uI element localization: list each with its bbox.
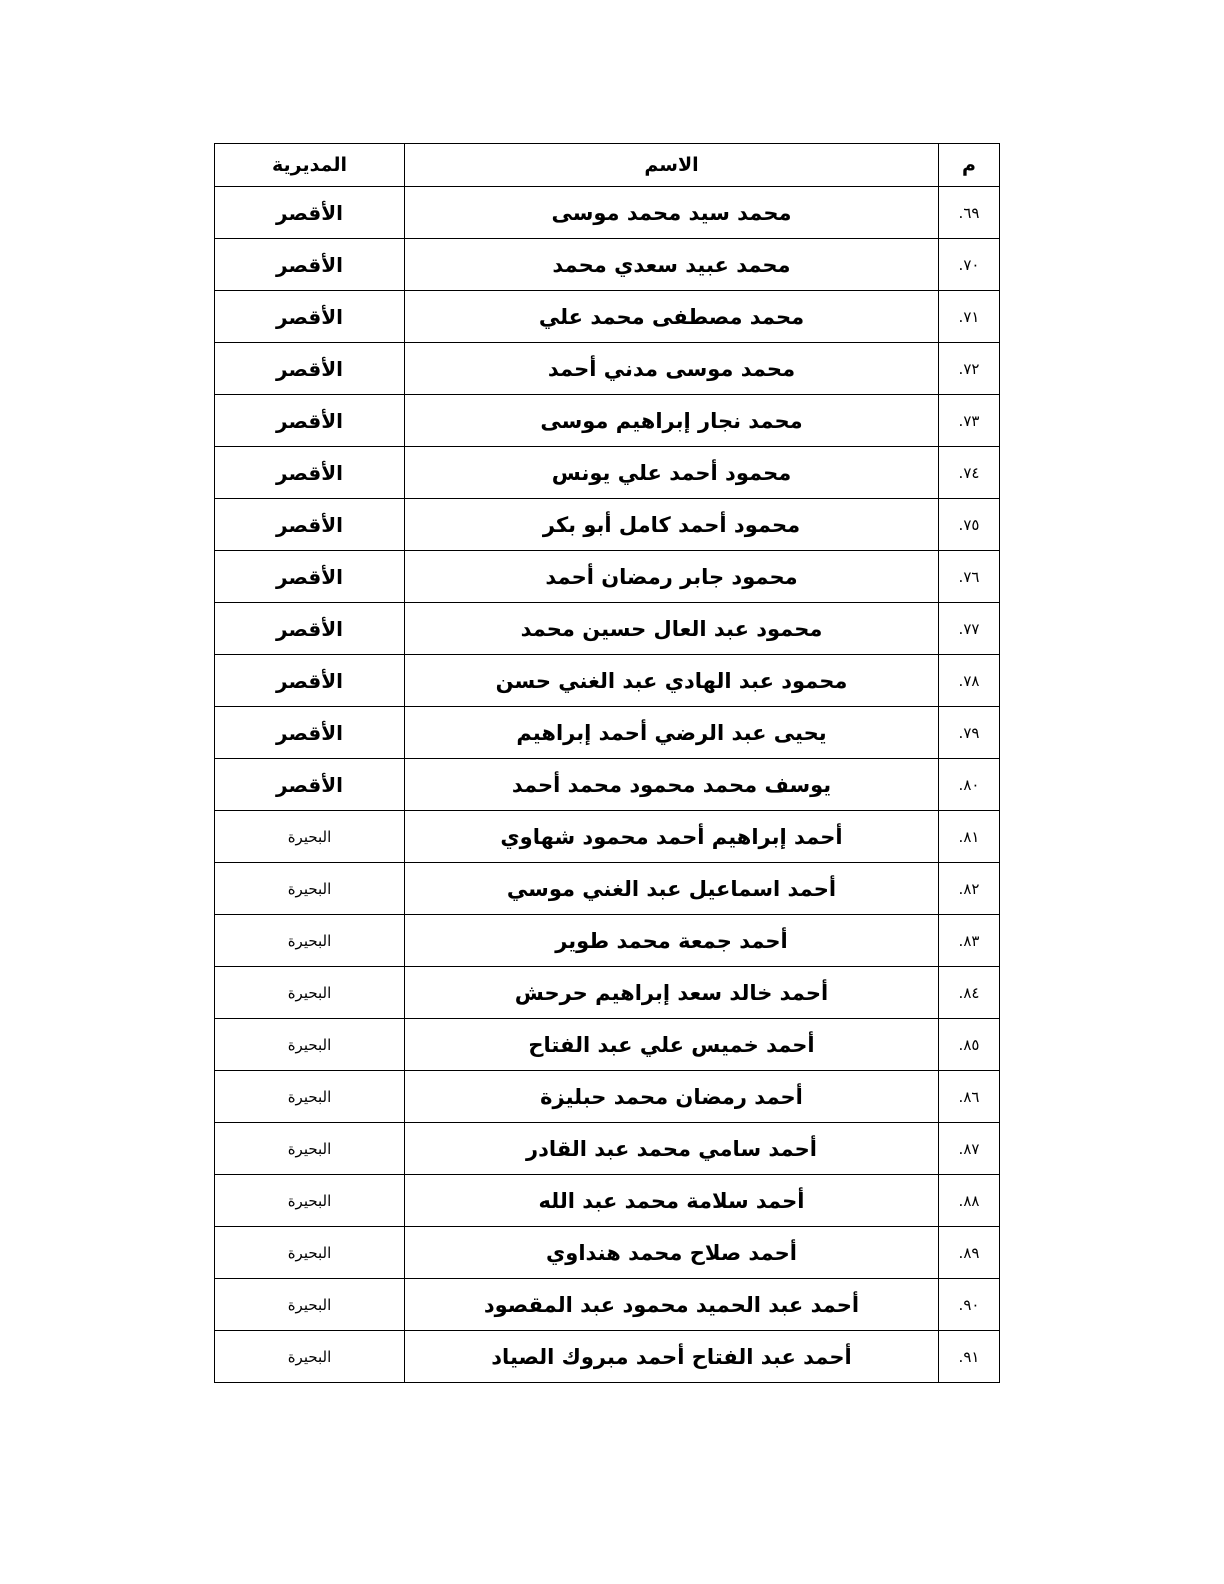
name-cell: محمود أحمد كامل أبو بكر <box>405 499 939 551</box>
table-row <box>215 915 1000 967</box>
row-number-cell: .٨٣ <box>939 915 1000 967</box>
row-number-cell: .٧٧ <box>939 603 1000 655</box>
row-number-cell: .٧٥ <box>939 499 1000 551</box>
table-row <box>215 291 1000 343</box>
name-cell: محمد نجار إبراهيم موسى <box>405 395 939 447</box>
directorate-cell: الأقصر <box>215 499 405 551</box>
table-row <box>215 447 1000 499</box>
name-cell: أحمد رمضان محمد حبليزة <box>405 1071 939 1123</box>
row-number-cell: .٨٦ <box>939 1071 1000 1123</box>
directorate-cell: الأقصر <box>215 395 405 447</box>
directorate-cell: الأقصر <box>215 343 405 395</box>
table-body <box>215 187 1000 1383</box>
table-row <box>215 1227 1000 1279</box>
directorate-cell: البحيرة <box>215 1227 405 1279</box>
directorate-cell: الأقصر <box>215 603 405 655</box>
row-number-cell: .٨٩ <box>939 1227 1000 1279</box>
directorate-cell: الأقصر <box>215 239 405 291</box>
table-row <box>215 1019 1000 1071</box>
table-row <box>215 759 1000 811</box>
names-table <box>214 143 1000 1383</box>
directorate-cell: البحيرة <box>215 967 405 1019</box>
row-number-cell: .٧٠ <box>939 239 1000 291</box>
table-row <box>215 187 1000 239</box>
table-row <box>215 1123 1000 1175</box>
table-row <box>215 239 1000 291</box>
row-number-cell: .٧٩ <box>939 707 1000 759</box>
name-cell: أحمد إبراهيم أحمد محمود شهاوي <box>405 811 939 863</box>
directorate-cell: الأقصر <box>215 759 405 811</box>
directorate-cell: البحيرة <box>215 1071 405 1123</box>
name-cell: أحمد خالد سعد إبراهيم حرحش <box>405 967 939 1019</box>
row-number-cell: .٨٤ <box>939 967 1000 1019</box>
table-row <box>215 499 1000 551</box>
directorate-cell: البحيرة <box>215 1279 405 1331</box>
directorate-cell: الأقصر <box>215 187 405 239</box>
name-cell: أحمد سامي محمد عبد القادر <box>405 1123 939 1175</box>
row-number-cell: .٧٨ <box>939 655 1000 707</box>
header-name: الاسم <box>405 144 939 187</box>
name-cell: أحمد خميس علي عبد الفتاح <box>405 1019 939 1071</box>
name-cell: أحمد سلامة محمد عبد الله <box>405 1175 939 1227</box>
name-cell: أحمد اسماعيل عبد الغني موسي <box>405 863 939 915</box>
name-cell: محمود جابر رمضان أحمد <box>405 551 939 603</box>
name-cell: أحمد عبد الفتاح أحمد مبروك الصياد <box>405 1331 939 1383</box>
row-number-cell: .٧٢ <box>939 343 1000 395</box>
table-row <box>215 655 1000 707</box>
row-number-cell: .٦٩ <box>939 187 1000 239</box>
directorate-cell: الأقصر <box>215 655 405 707</box>
directorate-cell: الأقصر <box>215 447 405 499</box>
table-row <box>215 551 1000 603</box>
header-directorate: المديرية <box>215 144 405 187</box>
directorate-cell: البحيرة <box>215 915 405 967</box>
table-row <box>215 863 1000 915</box>
directorate-cell: الأقصر <box>215 291 405 343</box>
directorate-cell: الأقصر <box>215 707 405 759</box>
table-row <box>215 603 1000 655</box>
row-number-cell: .٧١ <box>939 291 1000 343</box>
name-cell: محمود عبد العال حسين محمد <box>405 603 939 655</box>
directorate-cell: البحيرة <box>215 1331 405 1383</box>
name-cell: أحمد صلاح محمد هنداوي <box>405 1227 939 1279</box>
directorate-cell: البحيرة <box>215 1123 405 1175</box>
name-cell: محمود أحمد علي يونس <box>405 447 939 499</box>
table-header-row <box>215 144 1000 187</box>
name-cell: أحمد جمعة محمد طوير <box>405 915 939 967</box>
table-row <box>215 1175 1000 1227</box>
row-number-cell: .٨٢ <box>939 863 1000 915</box>
row-number-cell: .٩١ <box>939 1331 1000 1383</box>
row-number-cell: .٩٠ <box>939 1279 1000 1331</box>
header-number: م <box>939 144 1000 187</box>
row-number-cell: .٧٣ <box>939 395 1000 447</box>
name-cell: محمد موسى مدني أحمد <box>405 343 939 395</box>
table-row <box>215 1279 1000 1331</box>
table-row <box>215 1331 1000 1383</box>
name-cell: يوسف محمد محمود محمد أحمد <box>405 759 939 811</box>
directorate-cell: البحيرة <box>215 863 405 915</box>
table-row <box>215 707 1000 759</box>
name-cell: محمد مصطفى محمد علي <box>405 291 939 343</box>
table-row <box>215 395 1000 447</box>
row-number-cell: .٨٠ <box>939 759 1000 811</box>
table-row <box>215 967 1000 1019</box>
table-row <box>215 811 1000 863</box>
row-number-cell: .٨٨ <box>939 1175 1000 1227</box>
name-cell: يحيى عبد الرضي أحمد إبراهيم <box>405 707 939 759</box>
name-cell: أحمد عبد الحميد محمود عبد المقصود <box>405 1279 939 1331</box>
table-row <box>215 343 1000 395</box>
name-cell: محمد عبيد سعدي محمد <box>405 239 939 291</box>
row-number-cell: .٨٧ <box>939 1123 1000 1175</box>
name-cell: محمد سيد محمد موسى <box>405 187 939 239</box>
directorate-cell: البحيرة <box>215 1019 405 1071</box>
directorate-cell: الأقصر <box>215 551 405 603</box>
row-number-cell: .٧٤ <box>939 447 1000 499</box>
directorate-cell: البحيرة <box>215 811 405 863</box>
row-number-cell: .٧٦ <box>939 551 1000 603</box>
row-number-cell: .٨٥ <box>939 1019 1000 1071</box>
name-cell: محمود عبد الهادي عبد الغني حسن <box>405 655 939 707</box>
table-row <box>215 1071 1000 1123</box>
row-number-cell: .٨١ <box>939 811 1000 863</box>
directorate-cell: البحيرة <box>215 1175 405 1227</box>
